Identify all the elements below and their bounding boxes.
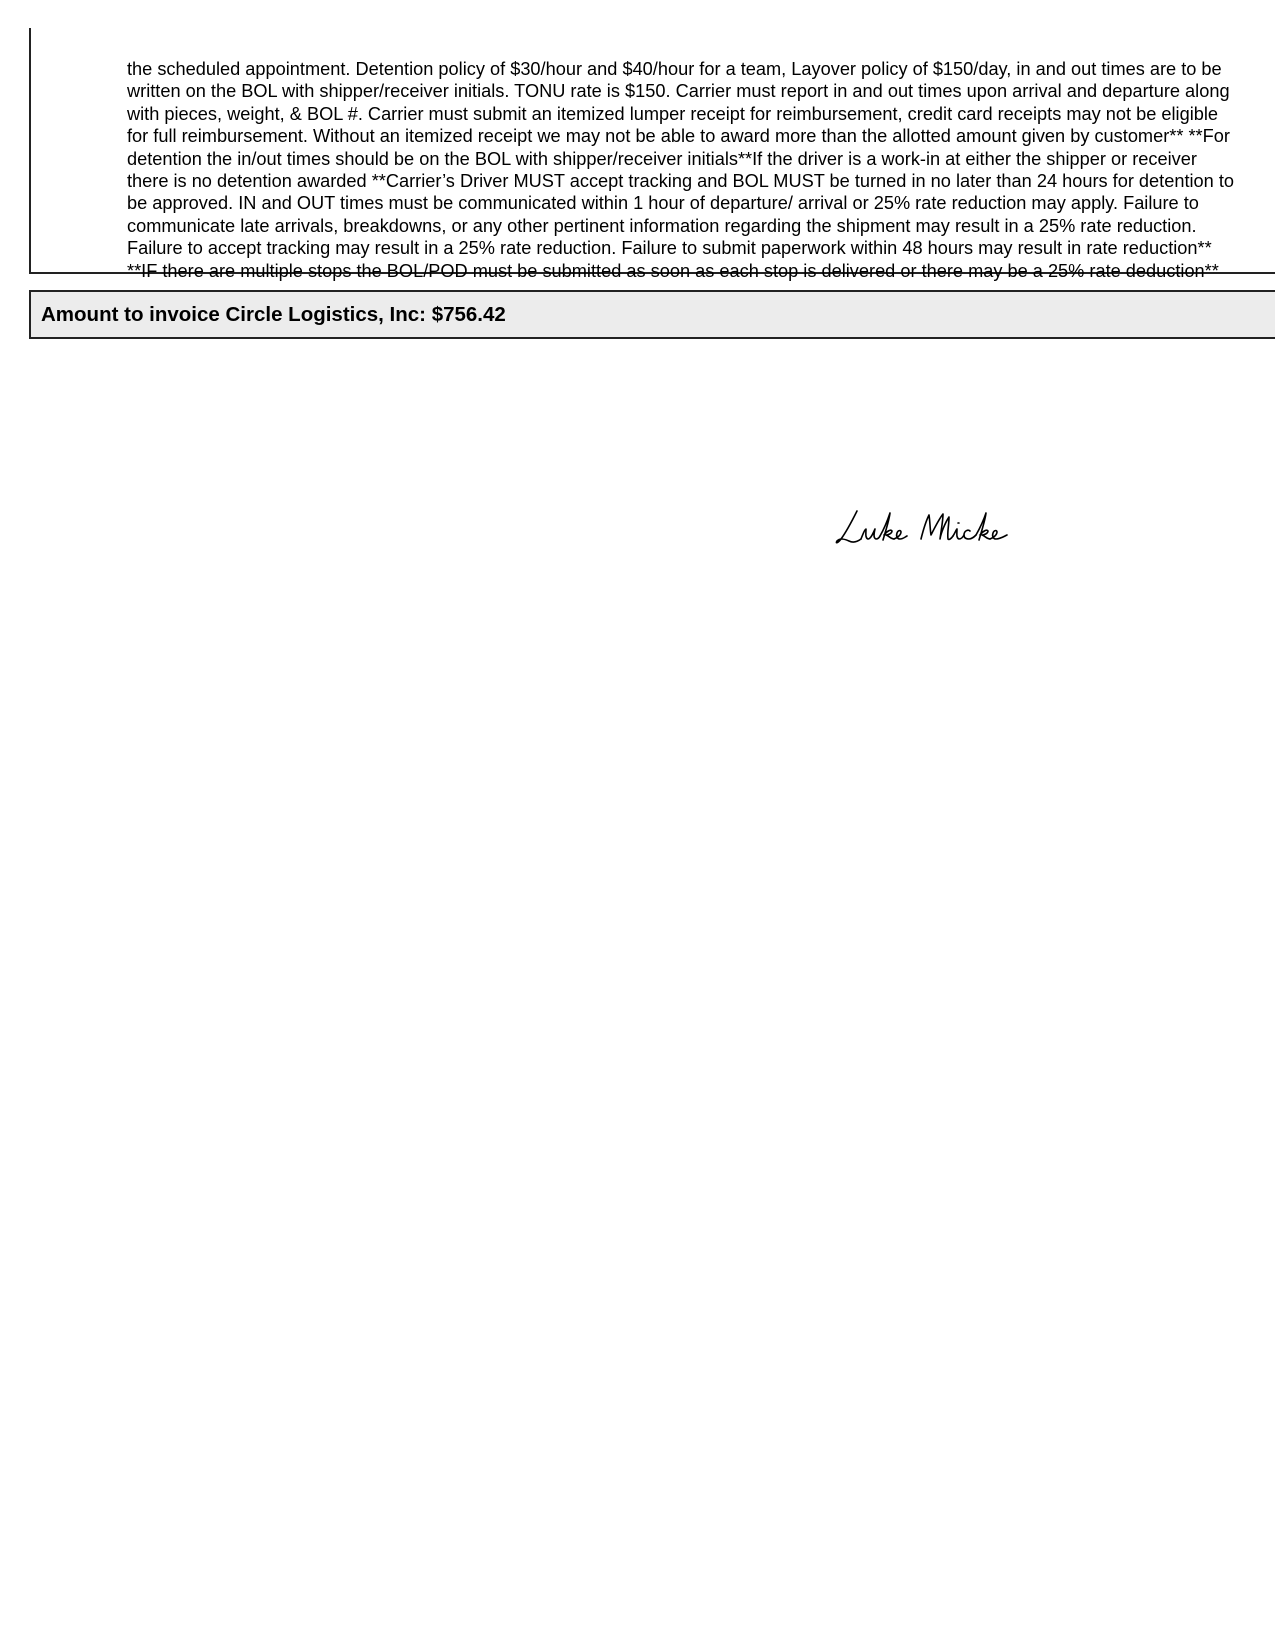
- terms-line: with pieces, weight, & BOL #. Carrier must submit an itemized lumper receipt for reimbursement, credit card receipts may not be eligible: [127, 103, 1219, 124]
- terms-line: there is no detention awarded **Carrier’s Driver MUST accept tracking and BOL MUST be turned in no later than 24 hours for detention to: [127, 171, 1234, 192]
- terms-line: Failure to accept tracking may result in a 25% rate reduction. Failure to submit paperwork within 48 hours may result in rate reduction**: [127, 238, 1212, 259]
- terms-line: detention the in/out times should be on the BOL with shipper/receiver initials**If the driver is a work-in at either the shipper or receiver: [127, 148, 1197, 169]
- invoice-amount-text: Amount to invoice Circle Logistics, Inc: $756.42: [41, 303, 506, 326]
- terms-line: for full reimbursement. Without an itemized receipt we may not be able to award more than the allotted amount given by customer** **For: [127, 126, 1230, 147]
- terms-line: communicate late arrivals, breakdowns, or any other pertinent information regarding the shipment may result in a 25% rate reduction.: [127, 215, 1197, 236]
- terms-line: **IF there are multiple stops the BOL/POD must be submitted as soon as each stop is delivered or there may be a 25% rate deduction**: [127, 260, 1219, 281]
- terms-line: the scheduled appointment. Detention policy of $30/hour and $40/hour for a team, Layover policy of $150/day, in and out times are to be: [127, 59, 1222, 79]
- terms-paragraph: [127, 58, 1275, 282]
- terms-line: written on the BOL with shipper/receiver initials. TONU rate is $150. Carrier must report in and out times upon arrival and departure along: [127, 81, 1230, 102]
- terms-box: [29, 28, 1275, 281]
- terms-line: be approved. IN and OUT times must be communicated within 1 hour of departure/ arrival or 25% rate reduction may apply. Failure to: [127, 193, 1199, 214]
- signature-image: [835, 505, 1025, 550]
- invoice-amount-box: [29, 290, 1275, 339]
